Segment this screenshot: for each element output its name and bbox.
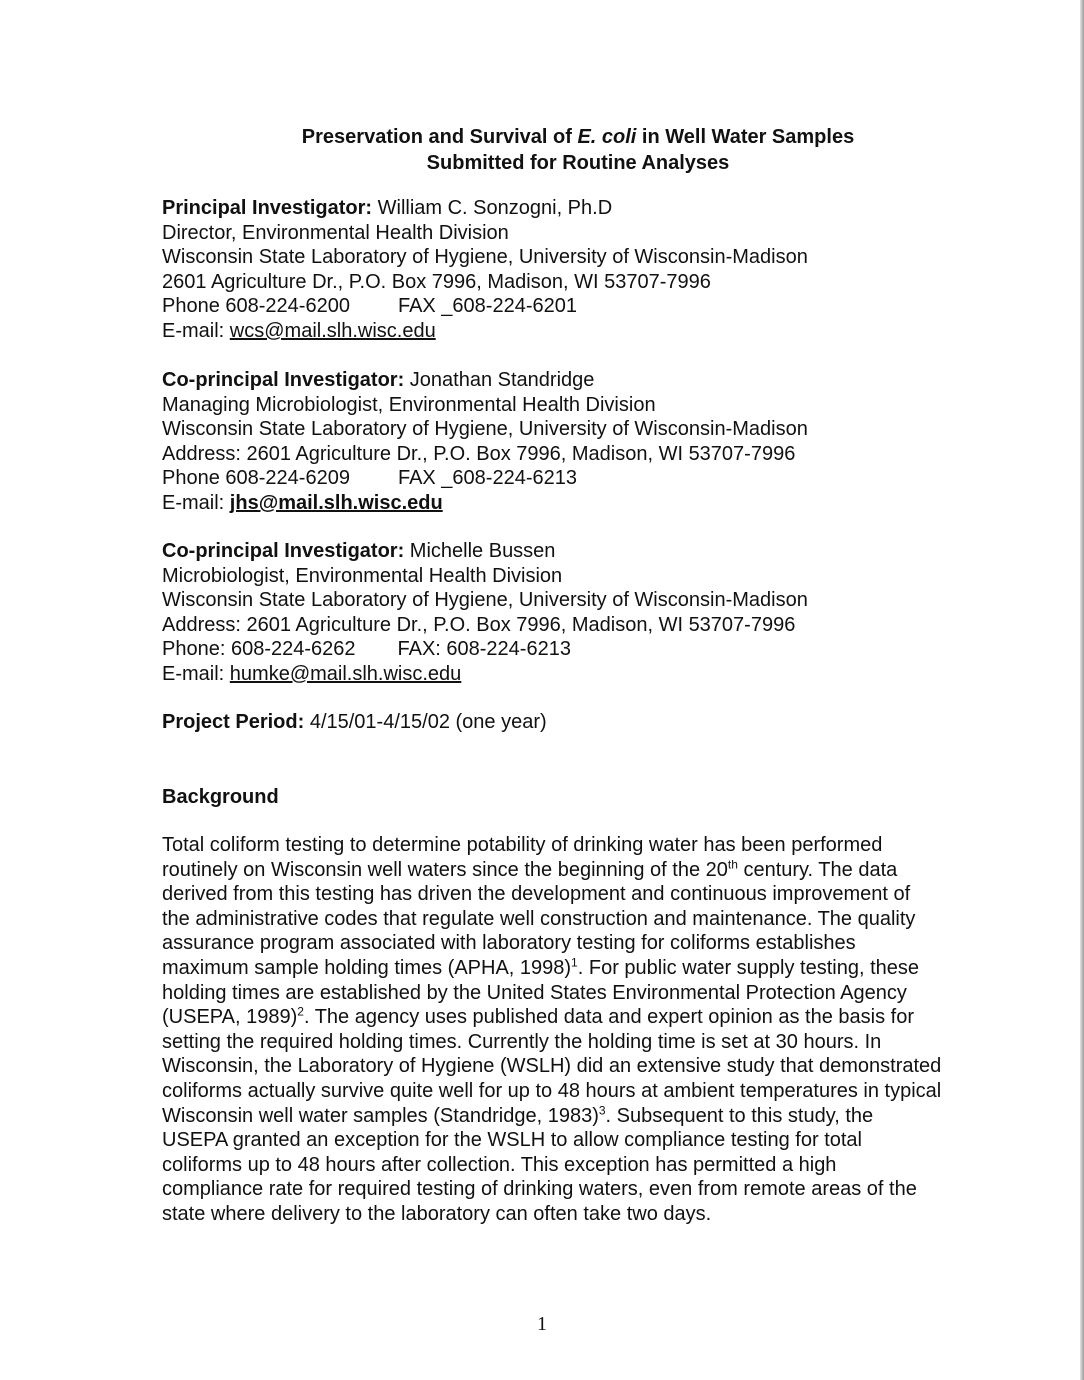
copi2-fax: FAX: 608-224-6213 <box>397 638 571 661</box>
footnote-ref: 3 <box>598 1102 606 1117</box>
paragraph-line: Total coliform testing to determine potability of drinking water has been performed <box>162 834 883 856</box>
pi-org: Wisconsin State Laboratory of Hygiene, University of Wisconsin-Madison <box>162 246 808 269</box>
paragraph-line: setting the required holding times. Currently the holding time is set at 30 hours. In <box>162 1030 882 1053</box>
paragraph-line: holding times are established by the United States Environmental Protection Agency <box>162 981 907 1004</box>
paragraph-line: state where delivery to the laboratory can often take two days. <box>162 1202 712 1225</box>
pi-label: Principal Investigator: <box>162 197 373 219</box>
project-period-label: Project Period: <box>162 711 305 733</box>
pi-contact-line <box>162 294 1002 319</box>
paragraph-line: coliforms up to 48 hours after collection. This exception has permitted a high <box>162 1153 837 1176</box>
pi-phone: Phone 608-224-6200 <box>162 295 350 318</box>
paragraph-line: coliforms actually survive quite well for up to 48 hours at ambient temperatures in typical <box>162 1079 942 1102</box>
paragraph-line: USEPA granted an exception for the WSLH to allow compliance testing for total <box>162 1129 862 1152</box>
project-period-value: 4/15/01-4/15/02 (one year) <box>304 711 547 733</box>
copi1-email-line <box>162 491 1002 516</box>
paragraph-text: . The agency uses published data and expert opinion as the basis for <box>303 1006 914 1029</box>
copi1-phone: Phone 608-224-6209 <box>162 467 350 490</box>
page-number: 1 <box>537 1313 547 1335</box>
copi1-email-link[interactable]: jhs@mail.slh.wisc.edu <box>229 491 443 514</box>
title-text: Preservation and Survival of <box>301 126 578 148</box>
paragraph-line: assurance program associated with laboratory testing for coliforms establishes <box>162 932 856 955</box>
copi2-contact-line <box>162 637 1002 662</box>
pi-title: Director, Environmental Health Division <box>162 221 509 244</box>
paragraph-line <box>162 956 1012 981</box>
copi1-contact-line <box>162 466 1002 491</box>
copi2-title: Microbiologist, Environmental Health Division <box>162 564 563 587</box>
title-line-2: Submitted for Routine Analyses <box>426 152 730 174</box>
copi1-org: Wisconsin State Laboratory of Hygiene, University of Wisconsin-Madison <box>162 418 808 441</box>
copi2-email-label: E-mail: <box>162 662 230 685</box>
copi2-heading-line <box>162 539 1002 564</box>
copi2-email-link[interactable]: humke@mail.slh.wisc.edu <box>229 662 462 685</box>
copi2-org: Wisconsin State Laboratory of Hygiene, University of Wisconsin-Madison <box>162 589 808 612</box>
paragraph-text: (USEPA, 1989) <box>162 1006 298 1029</box>
pi-email-link[interactable]: wcs@mail.slh.wisc.edu <box>229 319 436 342</box>
pi-email-line <box>162 319 1002 344</box>
paragraph-text: . Subsequent to this study, the <box>605 1104 874 1127</box>
pi-email-label: E-mail: <box>162 319 230 342</box>
paragraph-line <box>162 1005 1012 1030</box>
copi2-label: Co-principal Investigator: <box>162 540 405 562</box>
copi1-label: Co-principal Investigator: <box>162 369 405 391</box>
pi-name: William C. Sonzogni, Ph.D <box>372 197 613 219</box>
paragraph-line: derived from this testing has driven the development and continuous improvement of <box>162 883 911 906</box>
paragraph-text: . For public water supply testing, these <box>577 956 920 979</box>
copi1-email-label: E-mail: <box>162 491 230 514</box>
paragraph-line <box>162 1104 1012 1129</box>
background-paragraph <box>162 833 1012 1227</box>
document-title <box>160 124 996 176</box>
footnote-ref: 1 <box>571 955 578 970</box>
paragraph-line <box>162 858 1012 883</box>
copi1-title: Managing Microbiologist, Environmental Health Division <box>162 393 656 416</box>
superscript: th <box>727 856 738 871</box>
project-period-block <box>162 710 1002 735</box>
paragraph-line: compliance rate for required testing of drinking waters, even from remote areas of the <box>162 1178 917 1201</box>
paragraph-line: Wisconsin, the Laboratory of Hygiene (WSLH) did an extensive study that demonstrated <box>162 1055 942 1078</box>
title-line-1 <box>160 124 996 150</box>
background-heading: Background <box>162 786 279 808</box>
co-principal-investigator-1-block <box>162 368 1002 516</box>
copi2-address: Address: 2601 Agriculture Dr., P.O. Box 7996, Madison, WI 53707-7996 <box>162 613 796 636</box>
principal-investigator-block <box>162 196 1002 344</box>
copi1-name: Jonathan Standridge <box>404 369 595 391</box>
scan-edge <box>1080 0 1084 1380</box>
paragraph-text: Wisconsin well water samples (Standridge, 1983) <box>162 1104 599 1127</box>
pi-heading-line <box>162 196 1002 221</box>
copi2-name: Michelle Bussen <box>404 540 556 562</box>
copi2-email-line <box>162 662 1002 687</box>
pi-fax: FAX _608-224-6201 <box>397 295 577 318</box>
co-principal-investigator-2-block <box>162 539 1002 687</box>
copi1-heading-line <box>162 368 1002 393</box>
paragraph-text: maximum sample holding times (APHA, 1998) <box>162 956 572 979</box>
pi-address: 2601 Agriculture Dr., P.O. Box 7996, Madison, WI 53707-7996 <box>162 270 711 293</box>
title-italic-text: E. coli <box>577 126 637 148</box>
paragraph-text: century. The data <box>737 858 898 881</box>
copi2-phone: Phone: 608-224-6262 <box>162 638 356 661</box>
title-text: in Well Water Samples <box>636 126 855 148</box>
copi1-address: Address: 2601 Agriculture Dr., P.O. Box 7996, Madison, WI 53707-7996 <box>162 442 796 465</box>
copi1-fax: FAX _608-224-6213 <box>397 467 577 490</box>
paragraph-line: the administrative codes that regulate well construction and maintenance. The quality <box>162 907 916 930</box>
paragraph-text: routinely on Wisconsin well waters since the beginning of the 20 <box>162 858 728 881</box>
project-period-line <box>162 710 1002 735</box>
footnote-ref: 2 <box>297 1004 304 1019</box>
